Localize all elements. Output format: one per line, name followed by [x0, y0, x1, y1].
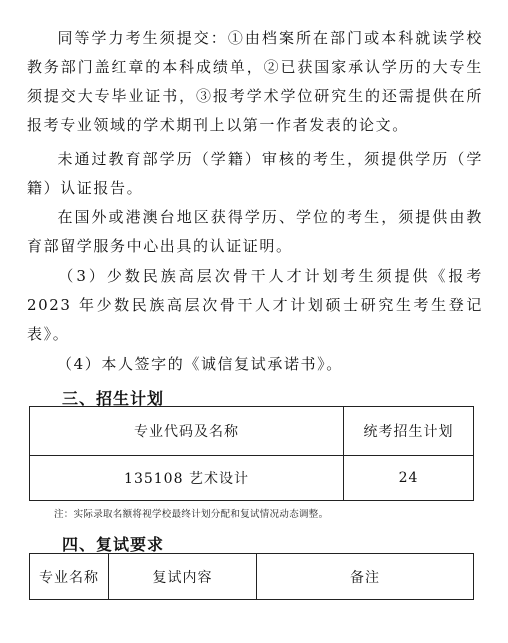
retest-requirements-table [29, 553, 474, 600]
paragraph-minority-program [27, 262, 483, 349]
paragraph-degree-verification [27, 145, 483, 203]
table-header-row [30, 554, 474, 600]
section-heading-retest-requirements: 四、复试要求 [62, 535, 165, 554]
paragraph-text: （3）少数民族高层次骨干人才计划考生须提供《报考2023 年少数民族高层次骨干人才计划硕士研究生考生登记表》。 [27, 267, 483, 343]
enrollment-plan-table [29, 406, 474, 501]
column-header-retest-content: 复试内容 [109, 554, 257, 600]
cell-plan-count: 24 [344, 456, 474, 501]
column-header-plan: 统考招生计划 [344, 407, 474, 456]
column-header-major-name: 专业名称 [30, 554, 109, 600]
enrollment-note: 注：实际录取名额将视学校最终计划分配和复试情况动态调整。 [54, 509, 329, 520]
paragraph-text: （4）本人签字的《诚信复试承诺书》。 [57, 355, 343, 373]
column-header-remarks: 备注 [257, 554, 474, 600]
cell-major: 135108 艺术设计 [30, 456, 344, 501]
paragraph-equivalent-education [27, 24, 483, 140]
paragraph-text: 在国外或港澳台地区获得学历、学位的考生，须提供由教育部留学服务中心出具的认证证明。 [27, 208, 483, 255]
paragraph-text: 同等学力考生须提交：①由档案所在部门或本科就读学校教务部门盖红章的本科成绩单，②已获国家承认学历的大专生须提交大专毕业证书，③报考学术学位研究生的还需提供在所报考专业领域的学术期刊上以第一作者发表的论文。 [27, 29, 483, 134]
table-header-row [30, 407, 474, 456]
column-header-major: 专业代码及名称 [30, 407, 344, 456]
paragraph-overseas-degree [27, 203, 483, 261]
paragraph-text: 未通过教育部学历（学籍）审核的考生，须提供学历（学籍）认证报告。 [27, 150, 483, 197]
paragraph-integrity-pledge [27, 350, 483, 379]
section-heading-enrollment-plan: 三、招生计划 [62, 389, 165, 408]
table-row [30, 456, 474, 501]
